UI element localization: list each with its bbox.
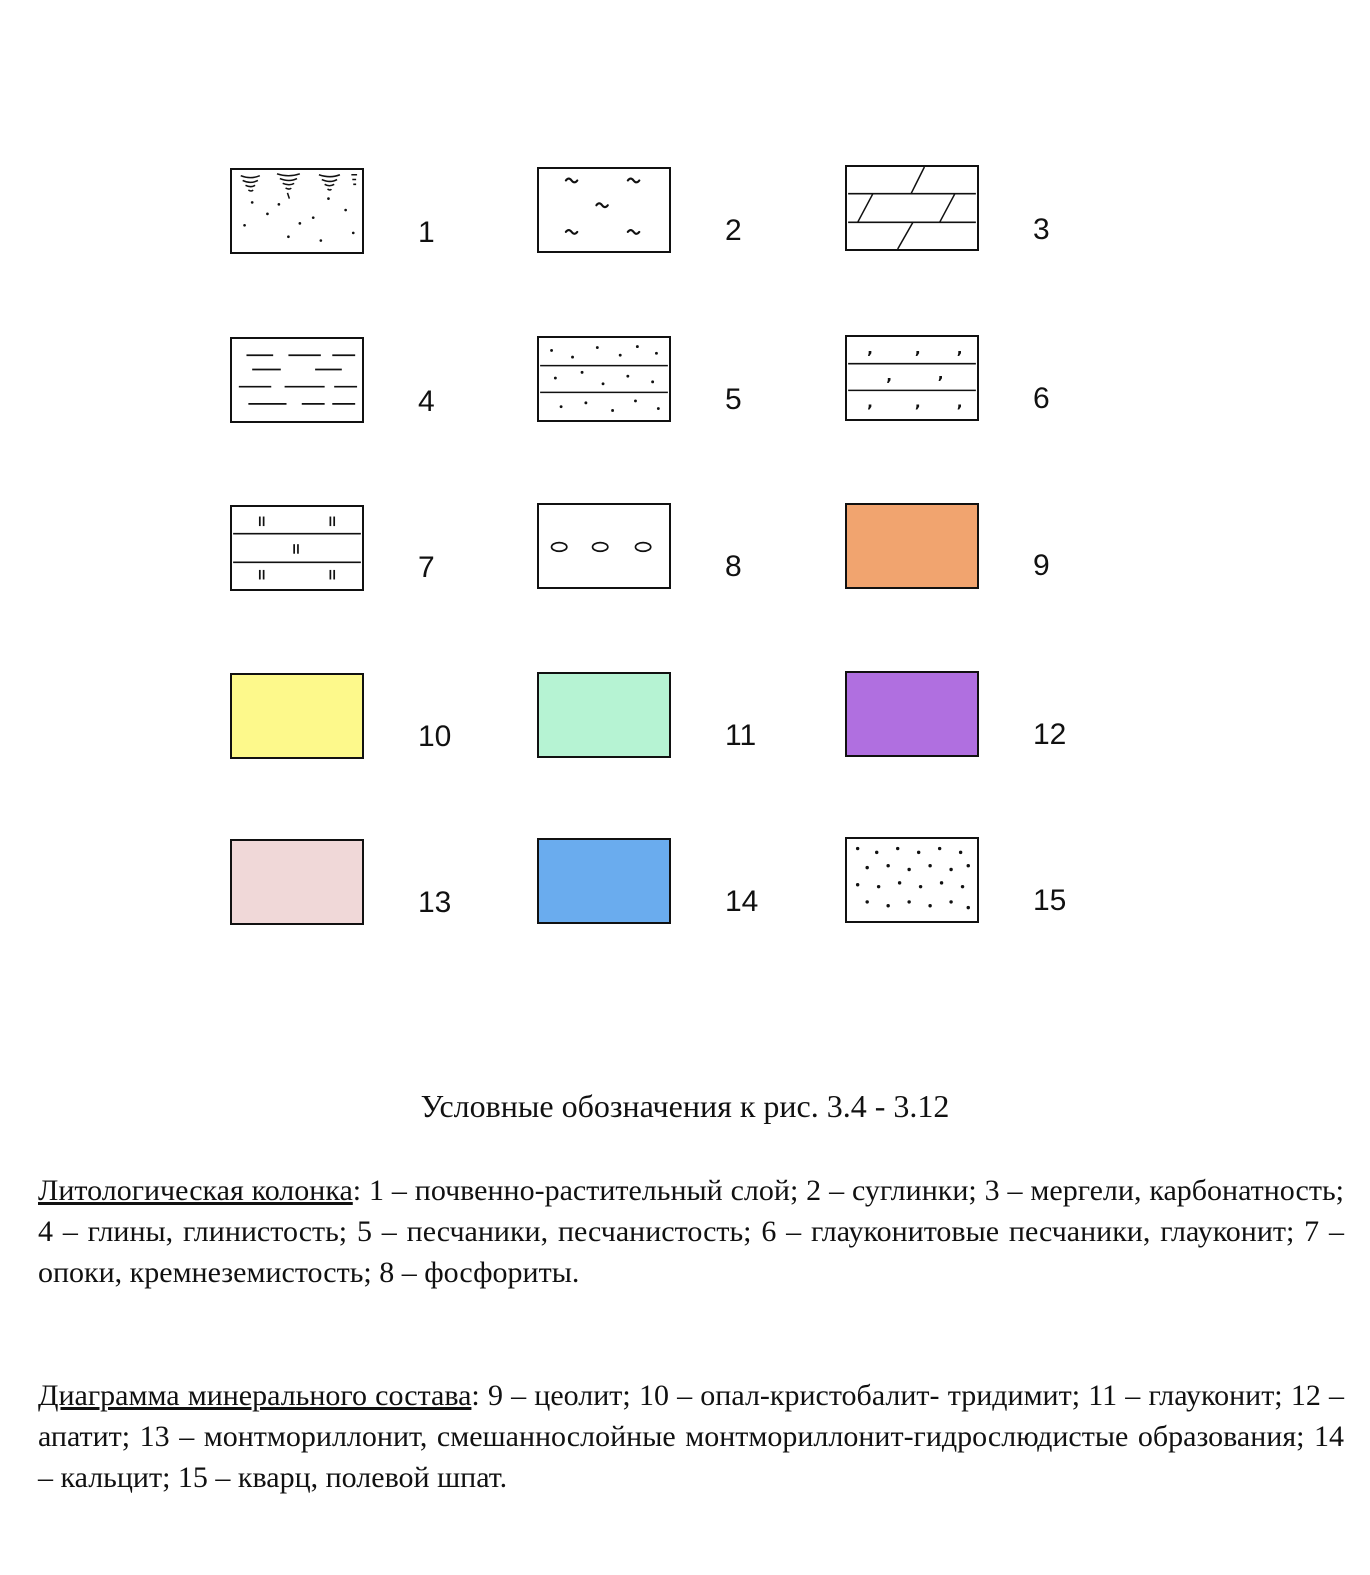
marl-pattern bbox=[847, 167, 977, 249]
svg-text:,: , bbox=[867, 393, 873, 412]
legend-number-5: 5 bbox=[725, 383, 742, 416]
legend-swatch-9 bbox=[845, 503, 979, 589]
legend-number-15: 15 bbox=[1033, 884, 1067, 917]
legend-number-14: 14 bbox=[725, 885, 759, 918]
mineral-paragraph bbox=[38, 1375, 1344, 1498]
sandstone-pattern bbox=[539, 338, 669, 420]
lithology-paragraph bbox=[38, 1170, 1344, 1293]
lithology-text: : 1 – почвенно-растительный слой; 2 – суглинки; 3 – мергели, карбонатность; 4 – глины, глинистость; 5 – песчаники, песчанистость; 6 – глауконитовые песчаники, глауконит; 7 – опоки, кремнеземистость; 8 – фосфориты. bbox=[38, 1174, 1345, 1289]
loam-pattern bbox=[539, 169, 669, 251]
legend-swatch-2 bbox=[537, 167, 671, 253]
legend-swatch-10 bbox=[230, 673, 364, 759]
soil-pattern bbox=[232, 170, 362, 252]
opal-color-fill bbox=[232, 675, 362, 757]
phosphorite-pattern bbox=[539, 505, 669, 587]
legend-number-2: 2 bbox=[725, 214, 742, 247]
apatite-color-fill bbox=[847, 673, 977, 755]
mineral-heading: Диаграмма минерального состава bbox=[38, 1379, 472, 1412]
svg-text:,: , bbox=[956, 393, 963, 412]
svg-text:,: , bbox=[886, 366, 893, 385]
legend-swatch-8 bbox=[537, 503, 671, 589]
legend-number-3: 3 bbox=[1033, 213, 1050, 246]
legend-swatch-12 bbox=[845, 671, 979, 757]
legend-swatch-13 bbox=[230, 839, 364, 925]
glauconite-pattern bbox=[847, 337, 977, 419]
legend-number-9: 9 bbox=[1033, 549, 1050, 582]
svg-text:,: , bbox=[867, 340, 873, 359]
legend-caption: Условные обозначения к рис. 3.4 - 3.12 bbox=[420, 1088, 950, 1124]
legend-swatch-7 bbox=[230, 505, 364, 591]
legend-number-6: 6 bbox=[1033, 382, 1050, 415]
svg-text:,: , bbox=[914, 393, 921, 412]
legend-swatch-3 bbox=[845, 165, 979, 251]
legend-number-8: 8 bbox=[725, 550, 742, 583]
legend-swatch-6 bbox=[845, 335, 979, 421]
clay-pattern bbox=[232, 339, 362, 421]
mineral-text: : 9 – цеолит; 10 – опал-кристобалит- тридимит; 11 – глауконит; 12 – апатит; 13 – монтмориллонит, смешаннослойные монтмориллонит-гидрослюдистые образования; 14 – кальцит; 15 – кварц, полевой шпат. bbox=[38, 1379, 1345, 1494]
quartz-pattern bbox=[847, 839, 977, 921]
legend-number-1: 1 bbox=[418, 216, 435, 249]
opoka-pattern bbox=[232, 507, 362, 589]
svg-text:,: , bbox=[937, 364, 944, 383]
legend-swatch-1 bbox=[230, 168, 364, 254]
legend-number-7: 7 bbox=[418, 551, 435, 584]
calcite-color-fill bbox=[539, 840, 669, 922]
glauconite-color-fill bbox=[539, 674, 669, 756]
legend-number-13: 13 bbox=[418, 886, 452, 919]
legend-swatch-15 bbox=[845, 837, 979, 923]
legend-number-4: 4 bbox=[418, 385, 435, 418]
zeolite-color-fill bbox=[847, 505, 977, 587]
svg-text:,: , bbox=[956, 340, 963, 359]
legend-swatch-11 bbox=[537, 672, 671, 758]
svg-text:,: , bbox=[914, 340, 921, 359]
legend-swatch-4 bbox=[230, 337, 364, 423]
montmorillonite-color-fill bbox=[232, 841, 362, 923]
lithology-heading: Литологическая колонка bbox=[38, 1174, 353, 1207]
legend-number-11: 11 bbox=[725, 719, 757, 752]
legend-swatch-14 bbox=[537, 838, 671, 924]
legend-number-12: 12 bbox=[1033, 718, 1067, 751]
legend-swatch-5 bbox=[537, 336, 671, 422]
legend-number-10: 10 bbox=[418, 720, 452, 753]
